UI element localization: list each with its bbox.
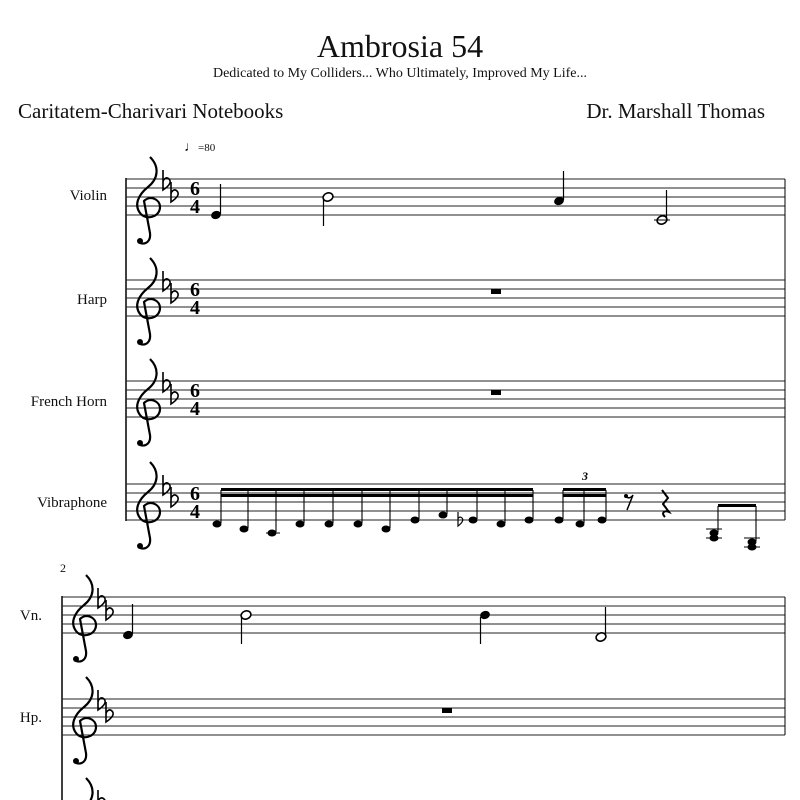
instrument-label-violin-short: Vn. xyxy=(19,608,42,624)
staff-french-horn xyxy=(126,381,785,417)
time-sig-numerator: 6 xyxy=(190,279,200,301)
measure-number: 2 xyxy=(60,561,66,575)
vibraphone-notes xyxy=(213,488,761,551)
notebook-name: Caritatem-Charivari Notebooks xyxy=(18,99,284,123)
whole-rest-icon xyxy=(442,708,452,713)
composer-name: Dr. Marshall Thomas xyxy=(586,99,765,123)
instrument-label-harp-short: Hp. xyxy=(19,710,42,726)
treble-clef-icon xyxy=(137,462,160,549)
treble-clef-icon xyxy=(137,157,160,244)
staff-harp xyxy=(126,280,785,316)
time-sig-denominator: 4 xyxy=(190,297,200,319)
staff-violin-2 xyxy=(62,597,785,633)
tempo-marking: ♩=80 xyxy=(184,140,216,155)
treble-clef-icon xyxy=(73,575,96,662)
instrument-label-violin: Violin xyxy=(69,188,107,204)
treble-clef-icon xyxy=(73,677,96,764)
b-flat-key-signature-icon xyxy=(98,790,113,800)
tempo-value: 80 xyxy=(204,142,216,154)
treble-clef-icon xyxy=(73,778,96,800)
time-sig-denominator: 4 xyxy=(190,196,200,218)
staff-violin xyxy=(126,179,785,215)
quarter-note-icon: ♩ xyxy=(184,140,198,155)
treble-clef-icon xyxy=(137,359,160,446)
time-sig-denominator: 4 xyxy=(190,398,200,420)
treble-clef-icon xyxy=(137,258,160,345)
whole-rest-icon xyxy=(491,390,501,395)
staff-harp-2 xyxy=(62,699,785,735)
instrument-label-harp: Harp xyxy=(77,292,107,308)
instrument-label-vibraphone: Vibraphone xyxy=(37,495,107,511)
time-sig-numerator: 6 xyxy=(190,178,200,200)
score-title: Ambrosia 54 xyxy=(316,28,484,64)
instrument-label-french-horn: French Horn xyxy=(30,394,107,410)
tuplet-number: 3 xyxy=(582,469,588,483)
time-sig-numerator: 6 xyxy=(190,380,200,402)
score-subtitle: Dedicated to My Colliders... Who Ultimately, Improved My Life... xyxy=(212,66,588,81)
time-sig-numerator: 6 xyxy=(190,483,200,505)
whole-rest-icon xyxy=(491,289,501,294)
time-sig-denominator: 4 xyxy=(190,501,200,523)
